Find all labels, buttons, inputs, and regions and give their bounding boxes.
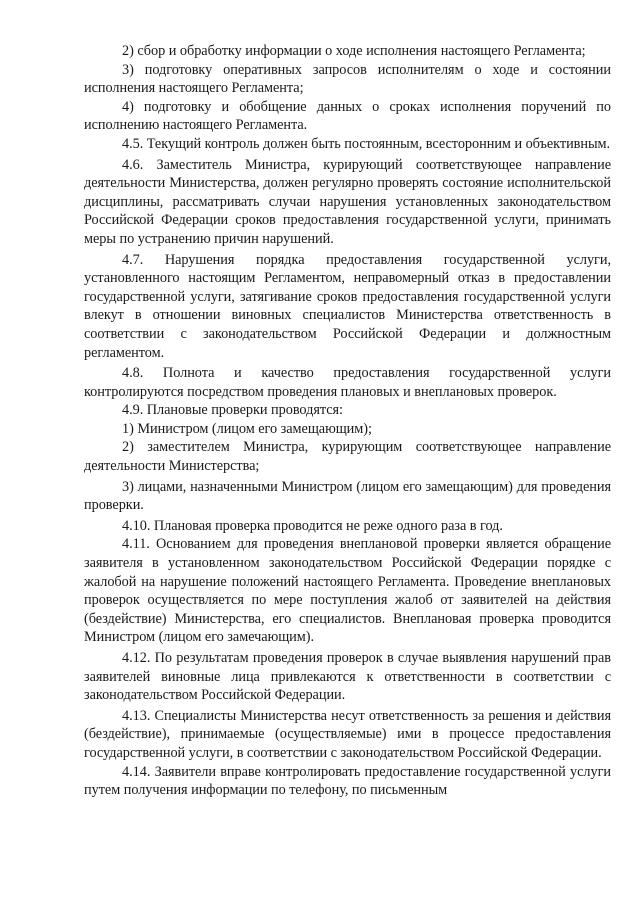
paragraph-4-8: 4.8. Полнота и качество предоставления государственной услуги контролируются посредством проведения плановых и внеплановых проверок.	[84, 365, 611, 400]
paragraph-4-13: 4.13. Специалисты Министерства несут ответственность за решения и действия (бездействие), принимаемые (осуществляемые) ими в процессе предоставления государственной услуги, в соответствии с законодательством Российской Федерации.	[84, 707, 611, 761]
paragraph-item-2: 2) сбор и обработку информации о ходе исполнения настоящего Регламента;	[122, 43, 586, 59]
paragraph-4-9: 4.9. Плановые проверки проводятся:	[122, 402, 343, 419]
paragraph-4-6: 4.6. Заместитель Министра, курирующий соответствующее направление деятельности Министерства, должен регулярно проверять состояние исполнительской дисциплины, рассматривать случаи нарушения установленных законодательством Российской Федерации сроков предоставления государственной услуги, принимать меры по устранению причин нарушений.	[84, 156, 611, 247]
paragraph-4-11: 4.11. Основанием для проведения внеплановой проверки является обращение заявителя в установленном законодательством Российской Федерации порядке с жалобой на нарушение положений настоящего Регламента. Проведение внеплановых проверок осуществляется по мере поступления жалоб от заявителей на действия (бездействие) Министерства, его специалистов. Внеплановая проверка проводится Министром (лицом его замечающим).	[84, 536, 611, 646]
paragraph-item-4: 4) подготовку и обобщение данных о сроках исполнения поручений по исполнению настоящего Регламента.	[84, 98, 611, 134]
paragraph-4-7: 4.7. Нарушения порядка предоставления государственной услуги, установленного настоящим Регламентом, неправомерный отказ в предоставлении государственной услуги, затягивание сроков предоставления государственной услуги влекут в отношении виновных специалистов Министерства ответственность в соответствии с законодательством Российской Федерации и должностным регламентом.	[84, 251, 611, 361]
paragraph-4-5: 4.5. Текущий контроль должен быть постоянным, всесторонним и объективным.	[122, 135, 611, 152]
paragraph-4-9-item-2: 2) заместителем Министра, курирующим соответствующее направление деятельности Министерства;	[84, 439, 611, 475]
paragraph-4-14: 4.14. Заявители вправе контролировать предоставление государственной услуги путем получения информации по телефону, по письменным	[84, 763, 611, 799]
paragraph-4-10: 4.10. Плановая проверка проводится не реже одного раза в год.	[122, 517, 503, 534]
paragraph-4-9-item-3: 3) лицами, назначенными Министром (лицом его замещающим) для проведения проверки.	[84, 478, 611, 514]
paragraph-item-3: 3) подготовку оперативных запросов исполнителям о ходе и состоянии исполнения настоящего Регламента;	[84, 61, 611, 97]
paragraph-4-9-item-1: 1) Министром (лицом его замещающим);	[122, 420, 372, 437]
paragraph-4-12: 4.12. По результатам проведения проверок в случае выявления нарушений прав заявителей виновные лица привлекаются к ответственности в соответствии с законодательством Российской Федерации.	[84, 650, 611, 704]
